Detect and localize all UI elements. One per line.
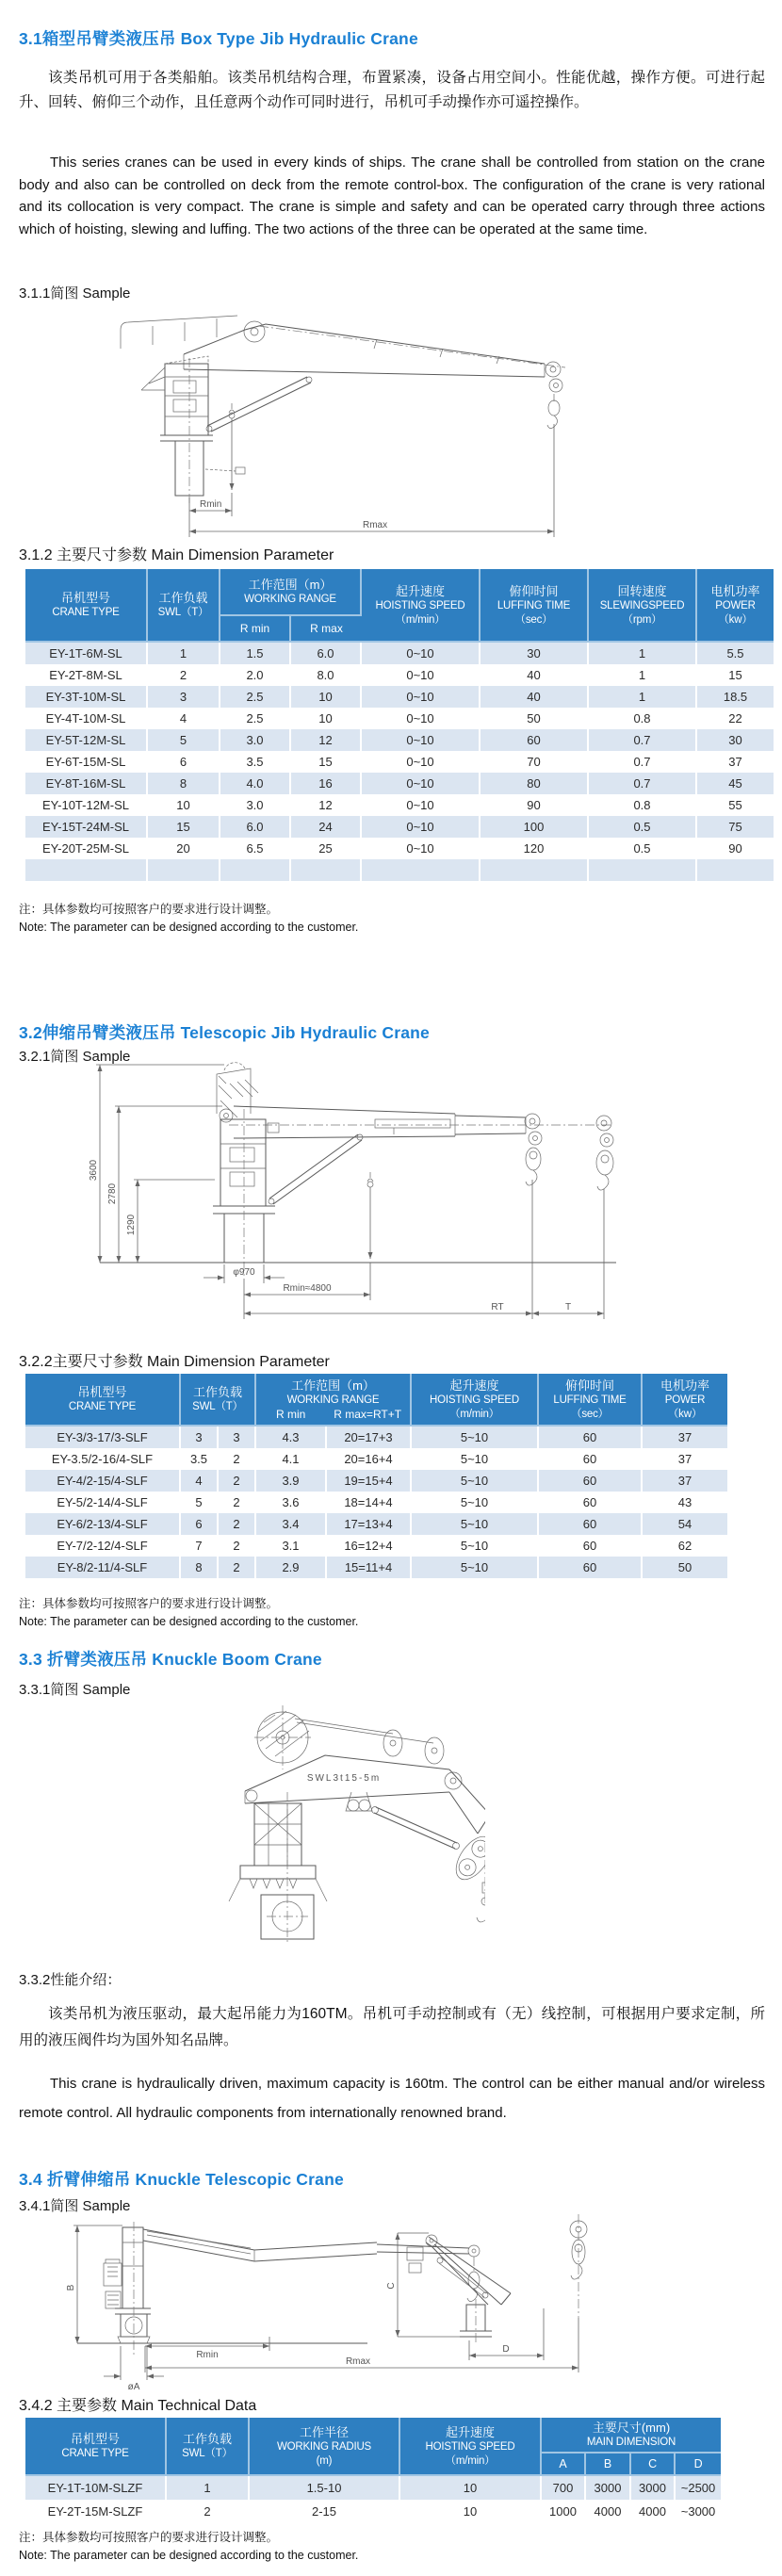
table-cell: 0~10 [362,794,481,816]
d2-2780-label: 2780 [107,1182,118,1205]
table-cell: 2-15 [250,2500,400,2523]
col-header-luffing-time: 俯仰时间 LUFFING TIME （sec） [481,569,589,643]
d2-rmin-label: Rmin≈4800 [283,1283,332,1294]
table-cell: 0~10 [362,664,481,686]
table-cell: 1 [167,2476,250,2500]
d2-rt-label: RT [491,1302,504,1312]
table-cell [25,859,148,881]
table-row [25,2500,721,2523]
table-cell: 15 [697,664,774,686]
table-cell: 75 [697,816,774,838]
table-cell: 0.8 [589,794,697,816]
table-cell: 5.5 [697,643,774,664]
table-cell: 4.0 [220,773,291,794]
table-cell: 1 [148,643,220,664]
table-cell: 5~10 [412,1557,539,1578]
table-cell: 62 [643,1535,727,1557]
d1-rmax-label: Rmax [363,520,388,530]
section-3-3-paragraph-en: This crane is hydraulically driven, maximum capacity is 160tm. The control can be either manual and/or wireless remote control. All hydraulic components from internationally renowned brand. [19,2076,765,2121]
table-cell: 6.0 [220,816,291,838]
table-cell: 24 [291,816,362,838]
d4-oa-label: øA [127,2382,140,2392]
d2-t-label: T [564,1302,572,1312]
section-3-2-title: 3.2伸缩吊臂类液压吊 Telescopic Jib Hydraulic Crane [19,1023,430,1042]
table-row [25,2476,721,2500]
table-cell: 6 [181,1513,219,1535]
table-cell: 700 [542,2476,586,2500]
table-cell: 10 [291,708,362,729]
table-row [25,838,774,859]
table-cell: 0.5 [589,816,697,838]
table-cell: 3.5 [220,751,291,773]
col-header-power: 电机功率 POWER （kw） [697,569,774,643]
table-cell: 3.0 [220,794,291,816]
table-cell: 3000 [586,2476,631,2500]
table-cell: 2 [219,1448,256,1470]
table-cell: 2 [219,1535,256,1557]
table-cell: 43 [643,1492,727,1513]
table-cell: 1.5-10 [250,2476,400,2500]
table-cell: 3 [148,686,220,708]
table-cell: 6.5 [220,838,291,859]
table-row [25,643,774,664]
knuckle-boom-crane-diagram [174,1702,485,1945]
table-cell: 0.5 [589,838,697,859]
table-row [25,859,774,881]
table-cell: EY-5T-12M-SL [25,729,148,751]
table-cell: 2.9 [256,1557,327,1578]
table-row [25,1535,727,1557]
section-3-3-1-sample-heading: 3.3.1简图 Sample [19,1682,131,1698]
table-cell: 50 [643,1557,727,1578]
table-cell [148,859,220,881]
table-cell: 0~10 [362,816,481,838]
table-cell: 3.9 [256,1470,327,1492]
table-cell: 120 [481,838,589,859]
table-cell: EY-4T-10M-SL [25,708,148,729]
section-3-1-title: 3.1箱型吊臂类液压吊 Box Type Jib Hydraulic Crane [19,29,418,48]
table-cell: EY-6T-15M-SL [25,751,148,773]
section-3-4-2-table-heading: 3.4.2 主要参数 Main Technical Data [19,2398,257,2414]
knuckle-telescopic-crane-diagram [66,2214,594,2393]
note-3-2 [19,1595,358,1631]
d4-rmin-label: Rmin [196,2350,219,2360]
d2-dia-label: φ970 [233,1267,255,1278]
d2-1290-label: 1290 [126,1214,137,1236]
table-cell: 0~10 [362,838,481,859]
table-cell: 15=11+4 [327,1557,412,1578]
section-3-4-title: 3.4 折臂伸缩吊 Knuckle Telescopic Crane [19,2170,344,2189]
d1-rmin-label: Rmin [200,499,222,510]
table-cell: 4 [181,1470,219,1492]
main-dimension-table-3-1-2 [25,569,774,881]
d4-d-label: D [502,2344,510,2355]
table-cell: 60 [539,1535,643,1557]
note-en: Note: The parameter can be designed according to the customer. [19,1615,359,1628]
section-3-1-paragraph-en: This series cranes can be used in every kinds of ships. The crane shall be controlled from station on the crane body and also can be controlled on deck from the remote control-box. The configuration of the crane is very rational and its collocation is very compact. The crane is simple and safety and can be operated carry through three actions which of hoisting, slewing and luffing. The two actions of the three can be operated at the same time. [19,155,765,237]
table-row [25,686,774,708]
table-cell: EY-20T-25M-SL [25,838,148,859]
table-cell: EY-1T-10M-SLZF [25,2476,167,2500]
col-header-main-dimension: 主要尺寸(mm) MAIN DIMENSION [542,2418,721,2454]
telescopic-jib-crane-diagram [83,1057,629,1326]
table-cell: 0.8 [589,708,697,729]
table-row [25,1557,727,1578]
table-cell: 37 [643,1470,727,1492]
table-cell: 1.5 [220,643,291,664]
table-cell: EY-3T-10M-SL [25,686,148,708]
table-row [25,708,774,729]
table-cell: 25 [291,838,362,859]
table-cell: 3000 [631,2476,676,2500]
note-3-1 [19,901,358,937]
table-cell: 60 [539,1492,643,1513]
table-cell: 16 [291,773,362,794]
table-cell [291,859,362,881]
col-header-swl: 工作负载 SWL（T） [167,2418,250,2476]
section-3-2-1-sample-heading: 3.2.1简图 Sample [19,1049,131,1065]
col-header-power: 电机功率 POWER （kw） [643,1374,727,1427]
table-cell: 0~10 [362,729,481,751]
table-cell: 6 [148,751,220,773]
table-cell: 40 [481,686,589,708]
note-cn: 注：具体参数均可按照客户的要求进行设计调整。 [19,903,279,916]
col-header-dim-c: C [631,2454,676,2476]
section-3-1-paragraph-cn: 该类吊机可用于各类船舶。该类吊机结构合理，布置紧凑，设备占用空间小。性能优越，操作方便。可进行起升、回转、俯仰三个动作，且任意两个动作可同时进行，吊机可手动操作亦可遥控操作。 [19,70,765,110]
table-cell: 30 [697,729,774,751]
table-cell [362,859,481,881]
table-cell: 3 [181,1427,219,1448]
table-cell: 20 [148,838,220,859]
table-row [25,664,774,686]
col-header-slewing-speed: 回转速度 SLEWINGSPEED （rpm） [589,569,697,643]
table-cell: EY-1T-6M-SL [25,643,148,664]
table-cell: 8 [148,773,220,794]
table-cell: EY-3.5/2-16/4-SLF [25,1448,181,1470]
col-header-swl: 工作负载 SWL（T） [148,569,220,643]
table-row [25,1492,727,1513]
table-cell [220,859,291,881]
table-cell: 3.0 [220,729,291,751]
table-cell: 5~10 [412,1448,539,1470]
table-cell: 50 [481,708,589,729]
table-cell: 15 [291,751,362,773]
box-jib-crane-diagram [94,311,575,542]
table-row [25,729,774,751]
table-cell: 0~10 [362,773,481,794]
table-cell: 1 [589,664,697,686]
table-cell: 4000 [586,2500,631,2523]
col-header-rmax: R max [291,616,362,643]
table-row [25,773,774,794]
table-cell: 10 [400,2476,542,2500]
table-cell: EY-8T-16M-SL [25,773,148,794]
table-cell: 3.6 [256,1492,327,1513]
d3-swl-label: SWL3t15-5m [306,1773,382,1784]
table-cell: 10 [148,794,220,816]
section-3-2-2-table-heading: 3.2.2主要尺寸参数 Main Dimension Parameter [19,1354,330,1370]
note-3-4 [19,2529,358,2565]
table-cell: ~3000 [676,2500,721,2523]
col-header-working-range: 工作范围（m） WORKING RANGE [220,569,362,616]
table-cell: EY-3/3-17/3-SLF [25,1427,181,1448]
table-cell: 5~10 [412,1470,539,1492]
main-technical-data-table-3-4-2 [25,2418,721,2523]
table-cell: 45 [697,773,774,794]
table-cell: 4.1 [256,1448,327,1470]
table-cell [481,859,589,881]
col-header-hoisting-speed: 起升速度 HOISTING SPEED （m/min） [412,1374,539,1427]
table-cell: EY-2T-15M-SLZF [25,2500,167,2523]
table-cell: 22 [697,708,774,729]
col-header-rmin: R min [220,616,291,643]
table-cell: 20=16+4 [327,1448,412,1470]
table-cell: 4.3 [256,1427,327,1448]
col-header-working-range: 工作范围（m） WORKING RANGE R min R max=RT+T [256,1374,412,1427]
col-header-dim-a: A [542,2454,586,2476]
table-row [25,794,774,816]
table-cell: 7 [181,1535,219,1557]
table-cell: 18.5 [697,686,774,708]
table-cell: 1 [589,686,697,708]
table-cell: EY-10T-12M-SL [25,794,148,816]
table-cell [589,859,697,881]
table-row [25,1470,727,1492]
table-cell: 16=12+4 [327,1535,412,1557]
table-cell: EY-5/2-14/4-SLF [25,1492,181,1513]
col-header-working-radius: 工作半径 WORKING RADIUS (m) [250,2418,400,2476]
section-3-3-2-heading: 3.3.2性能介绍： [19,1972,122,1988]
table-cell: 6.0 [291,643,362,664]
table-cell: 3.1 [256,1535,327,1557]
table-cell: 5~10 [412,1513,539,1535]
table-cell: 19=15+4 [327,1470,412,1492]
table-cell: 2.5 [220,686,291,708]
table-cell: 0~10 [362,708,481,729]
table-cell: 20=17+3 [327,1427,412,1448]
table-cell: 5 [148,729,220,751]
table-cell: 60 [481,729,589,751]
section-3-3-paragraph-cn: 该类吊机为液压驱动，最大起吊能力为160TM。吊机可手动控制或有（无）线控制，可根据用户要求定制，所用的液压阀件均为国外知名品牌。 [19,2006,765,2048]
d2-3600-label: 3600 [89,1159,99,1182]
table-row [25,1513,727,1535]
table-cell: 40 [481,664,589,686]
d4-c-label: C [386,2282,397,2290]
table-cell: 8.0 [291,664,362,686]
table-cell: 37 [697,751,774,773]
col-header-hoisting-speed: 起升速度 HOISTING SPEED （m/min） [400,2418,542,2476]
col-header-crane-type: 吊机型号 CRANE TYPE [25,2418,167,2476]
table-cell: EY-6/2-13/4-SLF [25,1513,181,1535]
table-cell: 60 [539,1427,643,1448]
table-cell: 2 [219,1470,256,1492]
note-cn: 注：具体参数均可按照客户的要求进行设计调整。 [19,2531,279,2544]
table-cell: 10 [291,686,362,708]
table-cell: 2 [219,1492,256,1513]
table-cell: 3.5 [181,1448,219,1470]
table-row [25,816,774,838]
table-cell: 15 [148,816,220,838]
table-cell: 2 [148,664,220,686]
table-cell: 100 [481,816,589,838]
col-header-dim-d: D [676,2454,721,2476]
table-cell: 90 [481,794,589,816]
d4-b-label: B [66,2284,76,2291]
table-cell: 1000 [542,2500,586,2523]
table-cell: 2.0 [220,664,291,686]
table-cell: 55 [697,794,774,816]
col-header-swl: 工作负载 SWL（T） [181,1374,256,1427]
col-header-luffing-time: 俯仰时间 LUFFING TIME （sec） [539,1374,643,1427]
table-cell: 17=13+4 [327,1513,412,1535]
col-header-crane-type: 吊机型号 CRANE TYPE [25,1374,181,1427]
note-en: Note: The parameter can be designed according to the customer. [19,921,359,934]
table-cell: 60 [539,1557,643,1578]
table-cell: 5~10 [412,1492,539,1513]
table-cell: 0~10 [362,751,481,773]
col-header-crane-type: 吊机型号 CRANE TYPE [25,569,148,643]
table-cell: 60 [539,1513,643,1535]
table-cell: 3 [219,1427,256,1448]
table-cell: 30 [481,643,589,664]
table-cell: ~2500 [676,2476,721,2500]
table-cell: 10 [400,2500,542,2523]
table-cell: 8 [181,1557,219,1578]
table-cell: 5 [181,1492,219,1513]
table-cell: 1 [589,643,697,664]
table-cell: 37 [643,1427,727,1448]
table-cell: EY-15T-24M-SL [25,816,148,838]
section-3-1-1-sample-heading: 3.1.1简图 Sample [19,285,131,302]
table-cell: 18=14+4 [327,1492,412,1513]
table-row [25,1427,727,1448]
table-cell: EY-2T-8M-SL [25,664,148,686]
col-header-dim-b: B [586,2454,631,2476]
table-cell: 4 [148,708,220,729]
table-cell: 60 [539,1448,643,1470]
table-cell: EY-4/2-15/4-SLF [25,1470,181,1492]
table-cell: EY-7/2-12/4-SLF [25,1535,181,1557]
table-cell: EY-8/2-11/4-SLF [25,1557,181,1578]
table-cell: 60 [539,1470,643,1492]
col-header-hoisting-speed: 起升速度 HOISTING SPEED （m/min） [362,569,481,643]
table-cell [697,859,774,881]
table-row [25,751,774,773]
table-cell: 2 [167,2500,250,2523]
table-cell: 0.7 [589,729,697,751]
table-cell: 70 [481,751,589,773]
table-cell: 0~10 [362,643,481,664]
table-cell: 2.5 [220,708,291,729]
table-cell: 5~10 [412,1535,539,1557]
table-row [25,1448,727,1470]
note-en: Note: The parameter can be designed according to the customer. [19,2549,359,2562]
section-3-1-2-table-heading: 3.1.2 主要尺寸参数 Main Dimension Parameter [19,547,334,563]
table-cell: 54 [643,1513,727,1535]
table-cell: 90 [697,838,774,859]
section-3-3-title: 3.3 折臂类液压吊 Knuckle Boom Crane [19,1650,322,1669]
table-cell: 3.4 [256,1513,327,1535]
table-cell: 37 [643,1448,727,1470]
table-cell: 2 [219,1513,256,1535]
main-dimension-table-3-2-2 [25,1374,727,1578]
table-cell: 80 [481,773,589,794]
table-cell: 0.7 [589,773,697,794]
d4-rmax-label: Rmax [345,2356,371,2367]
section-3-4-1-sample-heading: 3.4.1简图 Sample [19,2198,131,2214]
table-cell: 4000 [631,2500,676,2523]
table-cell: 0.7 [589,751,697,773]
table-cell: 2 [219,1557,256,1578]
table-cell: 12 [291,794,362,816]
note-cn: 注：具体参数均可按照客户的要求进行设计调整。 [19,1597,279,1610]
table-cell: 12 [291,729,362,751]
table-cell: 5~10 [412,1427,539,1448]
table-cell: 0~10 [362,686,481,708]
